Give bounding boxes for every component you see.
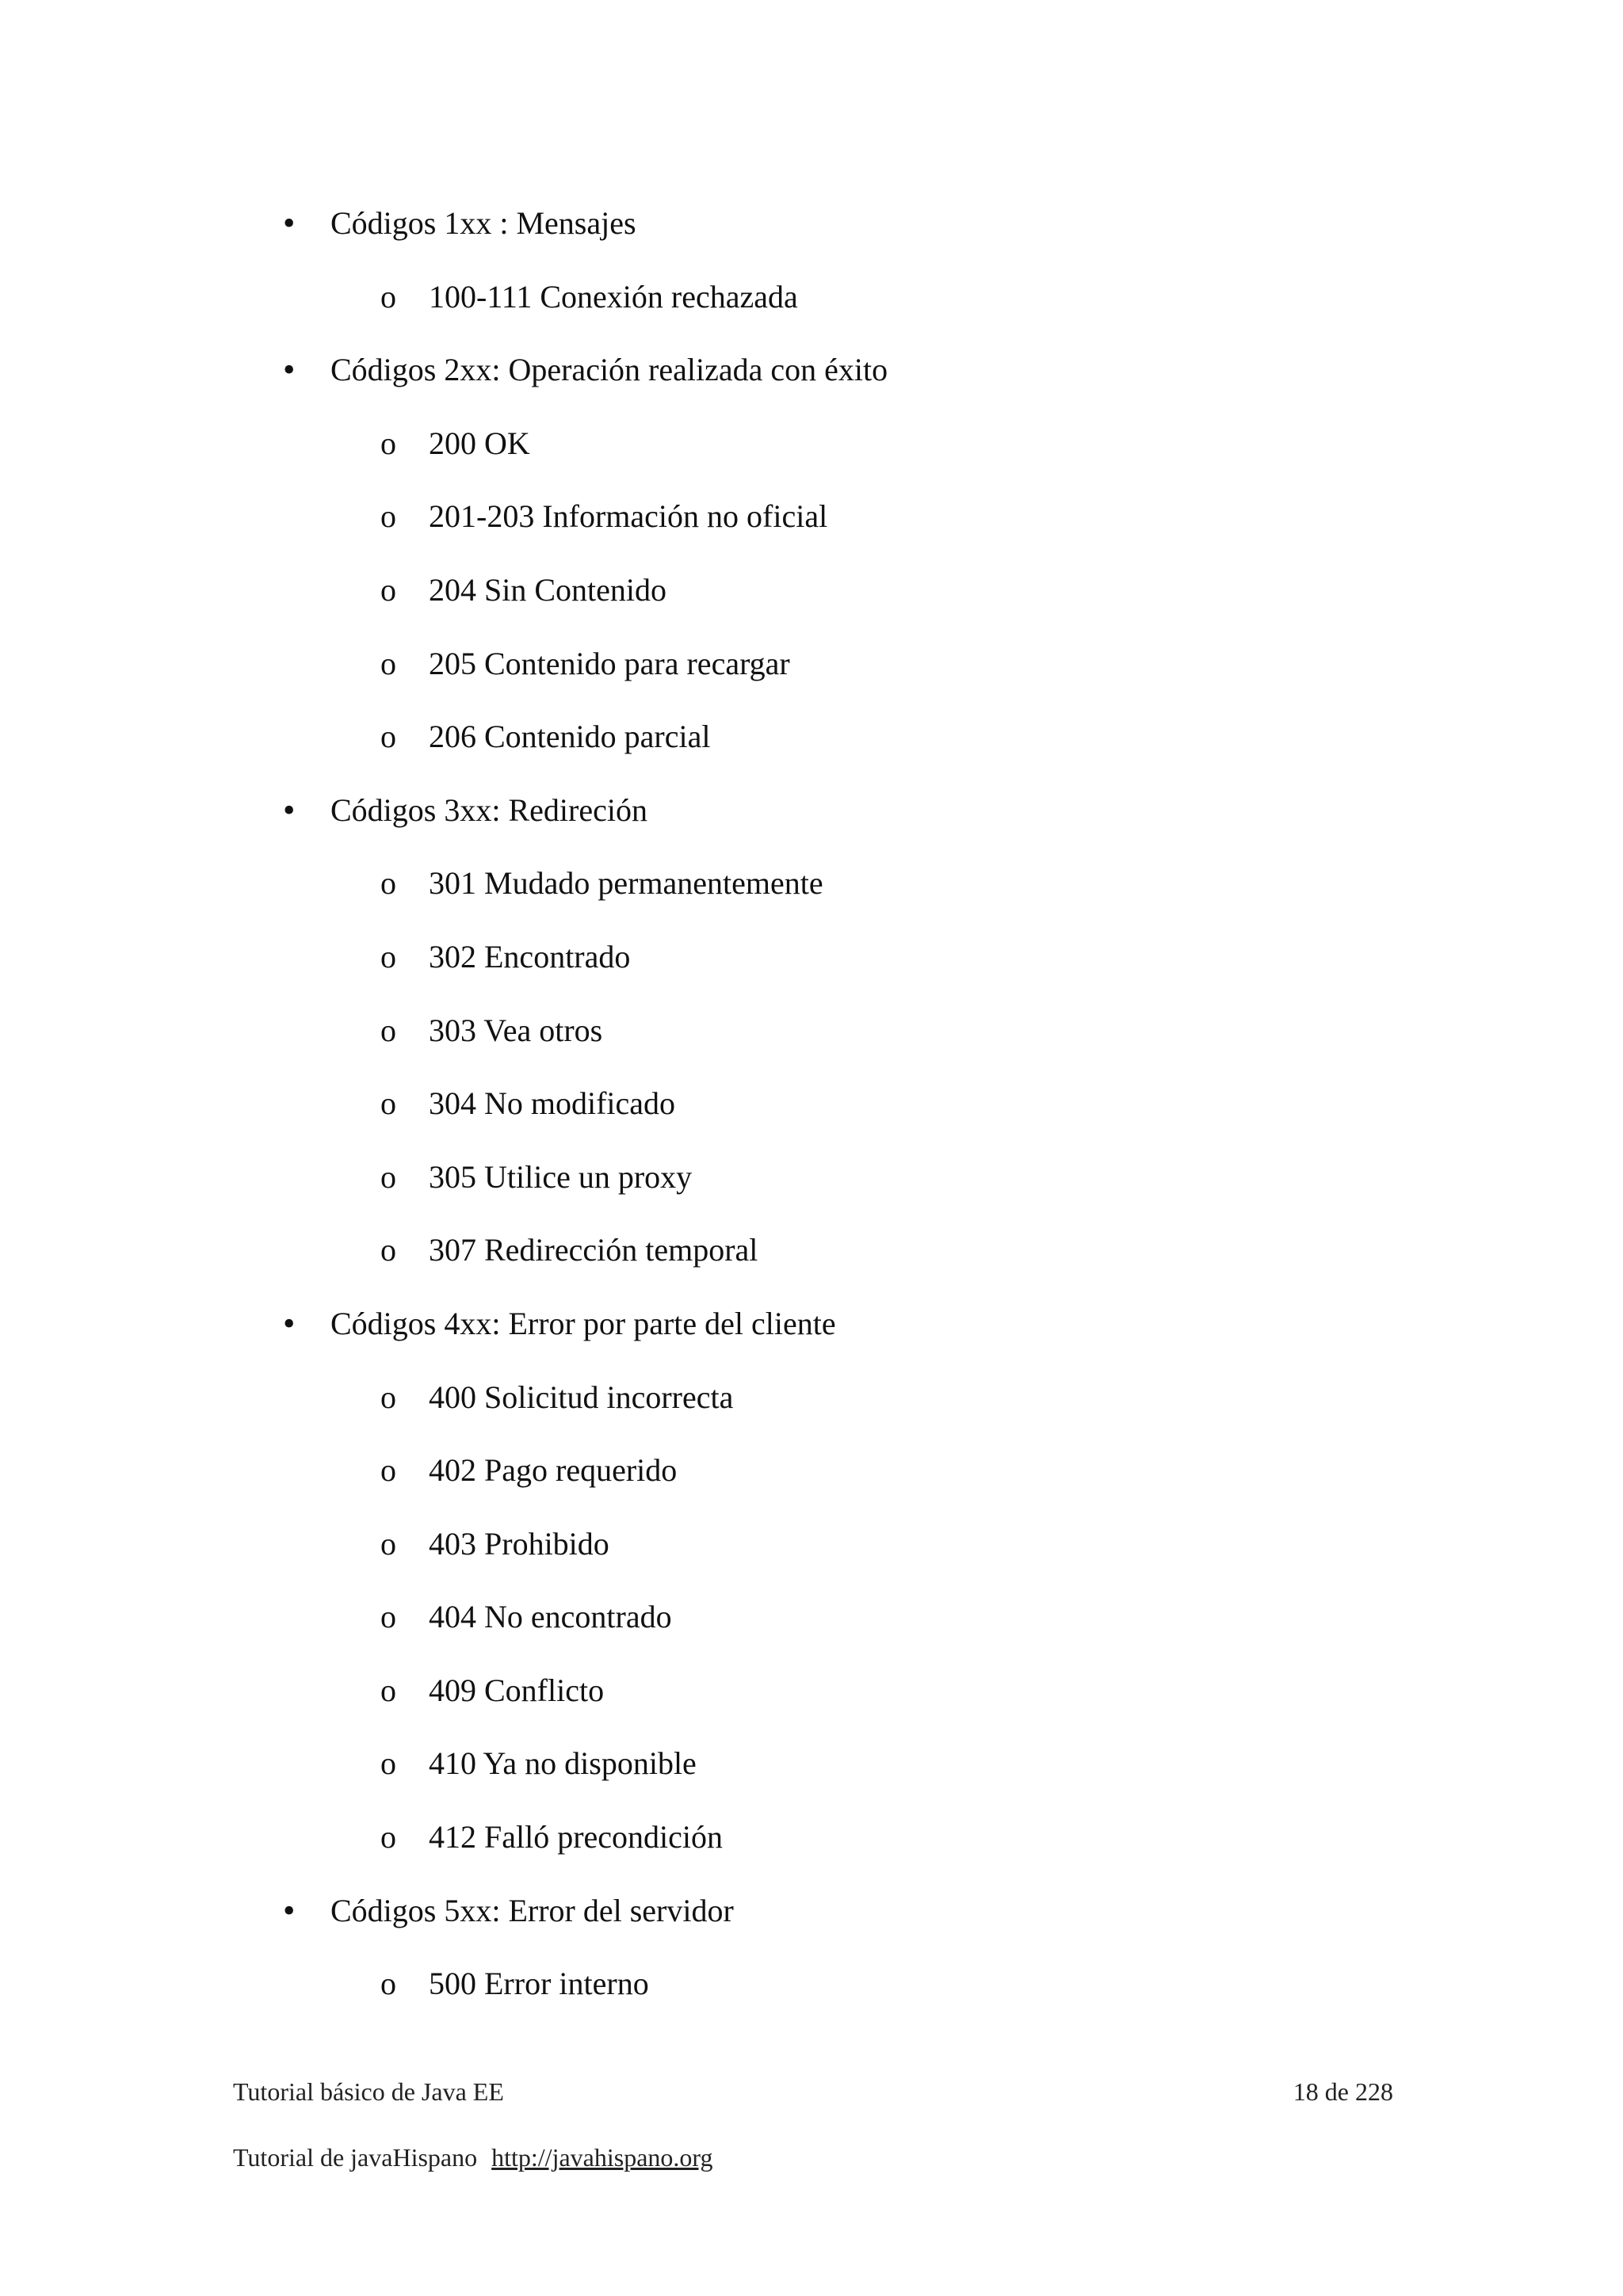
bullet-icon: • [283,350,296,390]
circle-bullet-icon: o [380,1012,396,1048]
code-item [0,1581,1623,1654]
code-item [0,1508,1623,1581]
category-label: Códigos 2xx: Operación realizada con éxito [330,352,888,388]
code-label: 410 Ya no disponible [429,1745,697,1782]
category-item [0,334,1623,407]
code-label: 402 Pago requerido [429,1452,678,1489]
code-item [0,1947,1623,2021]
page-number: 18 de 228 [1293,2077,1393,2106]
code-item [0,627,1623,701]
code-label: 301 Mudado permanentemente [429,865,823,902]
category-item [0,1875,1623,1948]
circle-bullet-icon: o [380,1085,396,1122]
javahispano-link[interactable]: http://javahispano.org [491,2143,713,2172]
category-label: Códigos 5xx: Error del servidor [330,1892,734,1928]
circle-bullet-icon: o [380,425,396,461]
code-item [0,1067,1623,1141]
circle-bullet-icon: o [380,1745,396,1782]
circle-bullet-icon: o [380,1599,396,1635]
circle-bullet-icon: o [380,1452,396,1489]
code-label: 400 Solicitud incorrecta [429,1379,734,1415]
status-code-list [0,187,1623,2021]
code-label: 205 Contenido para recargar [429,645,790,681]
category-item [0,187,1623,261]
code-label: 409 Conflicto [429,1672,605,1708]
code-item [0,1141,1623,1215]
code-label: 100-111 Conexión rechazada [429,278,798,315]
code-item [0,847,1623,921]
circle-bullet-icon: o [380,571,396,608]
circle-bullet-icon: o [380,1379,396,1415]
footer-title: Tutorial básico de Java EE [233,2077,504,2106]
code-label: 307 Redirección temporal [429,1232,758,1268]
code-item [0,261,1623,334]
code-item [0,1654,1623,1728]
code-item [0,480,1623,554]
code-label: 404 No encontrado [429,1599,672,1635]
category-item [0,1287,1623,1361]
code-item [0,407,1623,481]
code-label: 303 Vea otros [429,1012,603,1048]
code-label: 206 Contenido parcial [429,719,711,755]
circle-bullet-icon: o [380,498,396,535]
footer-site [233,2143,712,2172]
code-label: 302 Encontrado [429,938,631,974]
circle-bullet-icon: o [380,1966,396,2002]
code-label: 200 OK [429,425,530,461]
code-label: 500 Error interno [429,1966,649,2002]
circle-bullet-icon: o [380,1672,396,1708]
code-label: 412 Falló precondición [429,1819,724,1855]
footer-site-prefix: Tutorial de javaHispano [233,2143,478,2172]
bullet-icon: • [283,1303,296,1343]
circle-bullet-icon: o [380,1232,396,1268]
bullet-icon: • [283,1890,296,1930]
circle-bullet-icon: o [380,938,396,974]
code-label: 305 Utilice un proxy [429,1158,693,1195]
circle-bullet-icon: o [380,1819,396,1855]
circle-bullet-icon: o [380,1525,396,1562]
code-label: 204 Sin Contenido [429,571,667,608]
code-label: 201-203 Información no oficial [429,498,828,535]
code-item [0,994,1623,1068]
code-item [0,700,1623,774]
category-label: Códigos 1xx : Mensajes [330,205,636,241]
circle-bullet-icon: o [380,865,396,902]
circle-bullet-icon: o [380,719,396,755]
bullet-icon: • [283,204,296,242]
code-item [0,1434,1623,1508]
category-item [0,774,1623,848]
code-item [0,554,1623,627]
code-item [0,1727,1623,1801]
code-label: 304 No modificado [429,1085,676,1122]
category-label: Códigos 4xx: Error por parte del cliente [330,1305,836,1341]
bullet-icon: • [283,790,296,830]
code-item [0,921,1623,994]
code-item [0,1214,1623,1287]
circle-bullet-icon: o [380,645,396,681]
code-label: 403 Prohibido [429,1525,609,1562]
circle-bullet-icon: o [380,1158,396,1195]
code-item [0,1801,1623,1875]
code-item [0,1361,1623,1435]
circle-bullet-icon: o [380,278,396,315]
category-label: Códigos 3xx: Redireción [330,791,647,828]
